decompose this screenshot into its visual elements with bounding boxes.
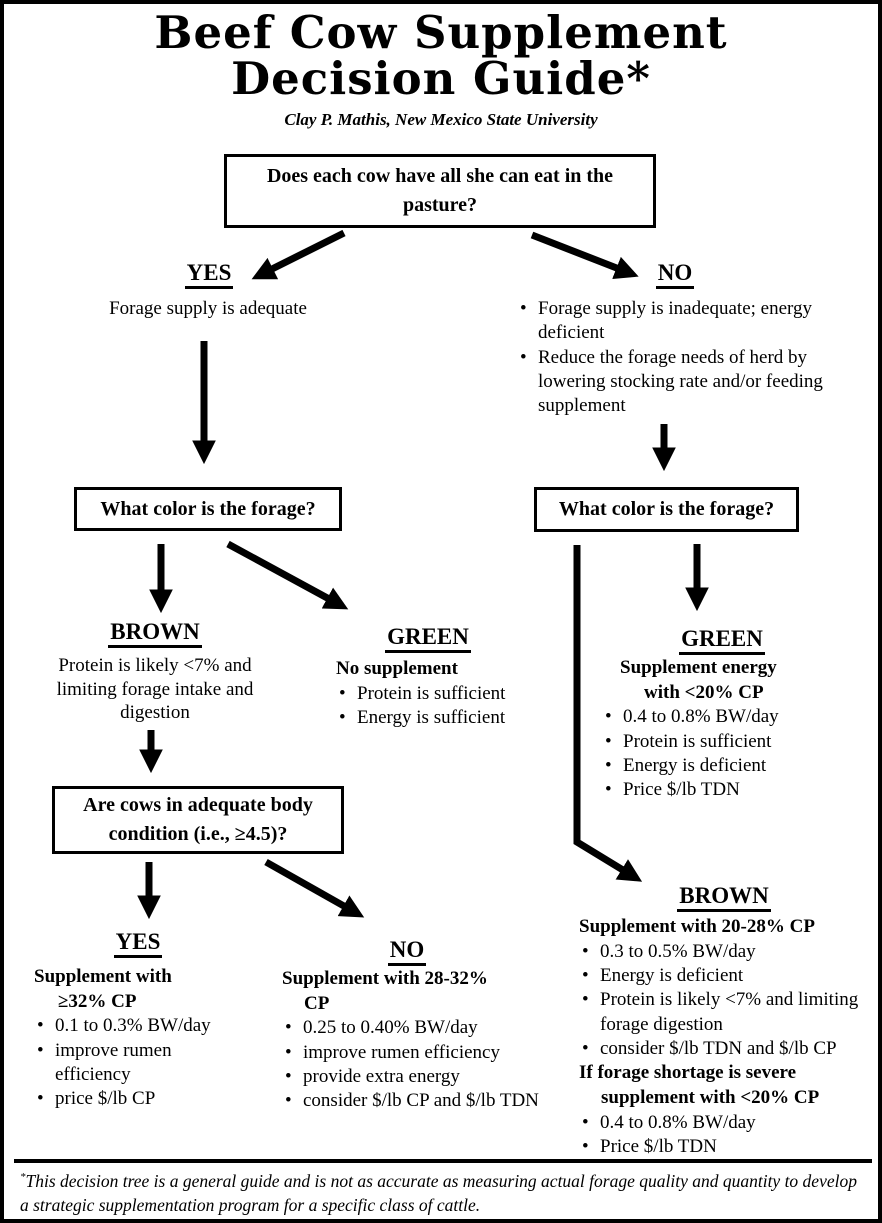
bullet-item: • 0.1 to 0.3% BW/day [34, 1014, 249, 1038]
yes-bottom-subhead2: ≥32% CP [58, 990, 137, 1012]
node-body-condition-question [52, 786, 344, 854]
page-title [4, 6, 878, 105]
bullet-item: • 0.3 to 0.5% BW/day [579, 940, 882, 964]
node-yes-bottom-label [53, 929, 223, 958]
yes-top-text: YES [185, 260, 234, 289]
node-no-top-label [590, 260, 760, 289]
bullet-item: • consider $/lb CP and $/lb TDN [282, 1089, 544, 1113]
bullet-item: • Energy is deficient [602, 754, 880, 778]
forage-color-left-text: What color is the forage? [100, 497, 316, 520]
arrow-condition-to-no [266, 862, 358, 914]
green-left-bullets [336, 682, 544, 731]
bullet-item: • Price $/lb TDN [579, 1135, 882, 1159]
bullet-item: • Forage supply is inadequate; energy deficient [517, 297, 845, 346]
green-left-text: GREEN [385, 624, 471, 653]
brown-right-block [579, 915, 882, 1159]
top-question-text: Does each cow have all she can eat in the pasture? [266, 165, 614, 216]
brown-right-subhead: Supplement with 20-28% CP [579, 916, 815, 937]
bullet-item: • 0.25 to 0.40% BW/day [282, 1016, 544, 1040]
yes-bottom-block [34, 965, 249, 1112]
page-title-line2: Decision Guide* [231, 51, 651, 105]
node-forage-color-left [74, 487, 342, 531]
no-bottom-bullets [282, 1016, 544, 1113]
bullet-item: • 0.4 to 0.8% BW/day [579, 1111, 882, 1135]
green-left-subhead: No supplement [336, 658, 458, 679]
no-bottom-block [282, 967, 544, 1114]
brown-left-description: Protein is likely <7% and limiting forage intake and digestion [56, 655, 254, 724]
node-green-right-label [637, 626, 807, 655]
bullet-item: • Energy is sufficient [336, 706, 544, 730]
yes-bottom-subhead1: Supplement with [34, 966, 172, 987]
brown-right-text: BROWN [677, 883, 770, 912]
body-condition-text: Are cows in adequate body condition (i.e., ≥4.5)? [83, 794, 313, 845]
yes-top-description: Forage supply is adequate [109, 298, 307, 319]
bullet-item: • Protein is sufficient [602, 730, 880, 754]
node-brown-left-label [70, 619, 240, 648]
no-bottom-subhead1: Supplement with 28-32% [282, 968, 488, 989]
brown-right-severe-line2: supplement with <20% CP [601, 1086, 820, 1108]
bullet-item: • 0.4 to 0.8% BW/day [602, 705, 880, 729]
yes-bottom-text: YES [114, 929, 163, 958]
green-left-block [336, 657, 544, 730]
no-bottom-subhead2: CP [304, 992, 330, 1014]
no-top-bullets [517, 297, 845, 419]
green-right-subhead2: with <20% CP [644, 681, 764, 703]
no-bottom-text: NO [388, 937, 427, 966]
no-top-text: NO [656, 260, 695, 289]
yes-bottom-bullets [34, 1014, 249, 1111]
brown-right-severe-line1: If forage shortage is severe [579, 1062, 797, 1084]
footnote-divider [14, 1159, 872, 1163]
node-top-question [224, 154, 656, 228]
brown-left-text: BROWN [108, 619, 201, 648]
node-no-bottom-label [322, 937, 492, 966]
bullet-item: • Reduce the forage needs of herd by lowering stocking rate and/or feeding supplement [517, 346, 845, 419]
bullet-item: • improve rumen efficiency [34, 1039, 249, 1088]
bullet-item: • improve rumen efficiency [282, 1041, 544, 1065]
bullet-item: • Price $/lb TDN [602, 778, 880, 802]
node-green-left-label [343, 624, 513, 653]
brown-right-bullets [579, 940, 882, 1062]
bullet-item: • consider $/lb TDN and $/lb CP [579, 1037, 882, 1061]
node-forage-color-right [534, 487, 799, 532]
footnote-text: This decision tree is a general guide and is not as accurate as measuring actual forage quality and quantity to develop a strategic supplementation program for a specific class of cattle. [20, 1171, 857, 1215]
bullet-item: • Protein is likely <7% and limiting forage digestion [579, 988, 882, 1037]
arrow-forage-to-green-left [228, 544, 342, 606]
page-subtitle: Clay P. Mathis, New Mexico State University [284, 110, 598, 129]
footnote-marker: * [20, 1171, 26, 1184]
bullet-item: • Protein is sufficient [336, 682, 544, 706]
page-title-line1: Beef Cow Supplement [154, 6, 728, 59]
forage-color-right-text: What color is the forage? [558, 498, 775, 520]
green-right-text: GREEN [679, 626, 765, 655]
green-right-bullets [602, 705, 880, 802]
bullet-item: • provide extra energy [282, 1065, 544, 1089]
green-right-subhead1: Supplement energy [620, 657, 777, 678]
bullet-item: • price $/lb CP [34, 1087, 249, 1111]
node-yes-top-label [124, 260, 294, 289]
bullet-item: • Energy is deficient [579, 964, 882, 988]
footnote [20, 1170, 868, 1217]
green-right-block [602, 656, 880, 803]
node-brown-right-label [639, 883, 809, 912]
brown-right-severe-bullets [579, 1111, 882, 1160]
